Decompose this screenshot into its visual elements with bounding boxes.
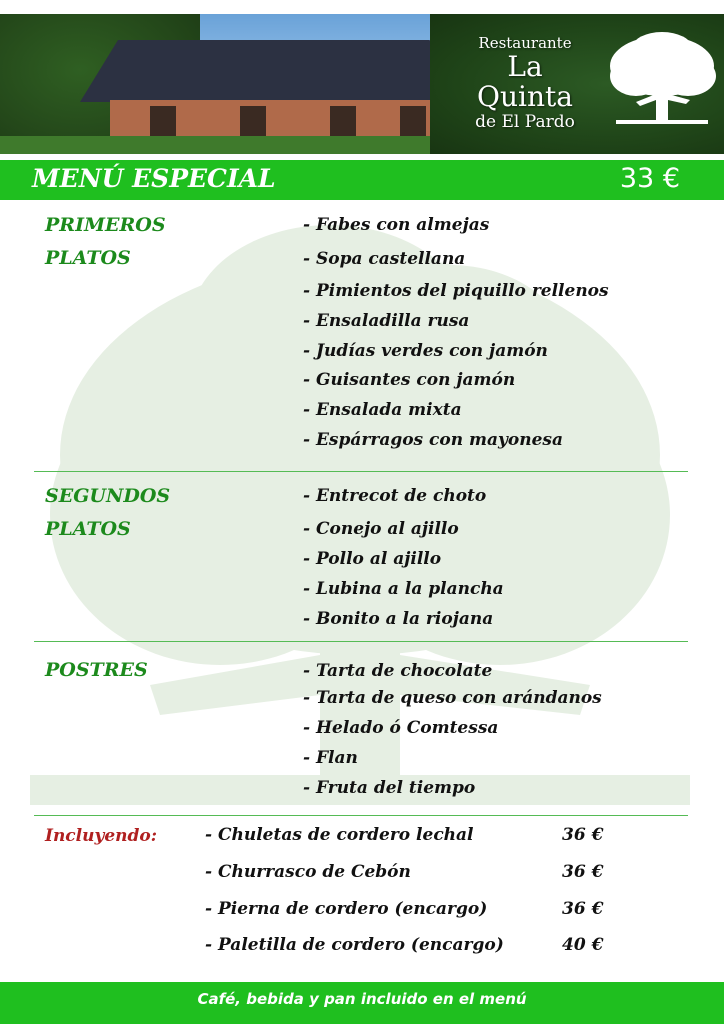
category-postres bbox=[45, 654, 148, 687]
section-divider bbox=[34, 815, 688, 816]
category-segundos bbox=[45, 480, 170, 546]
menu-item: - Pimientos del piquillo rellenos bbox=[303, 281, 609, 301]
brand-line-1: Restaurante bbox=[478, 34, 572, 52]
section-divider bbox=[34, 641, 688, 642]
menu-item: - Lubina a la plancha bbox=[303, 579, 504, 599]
menu-item: - Ensalada mixta bbox=[303, 400, 462, 420]
menu-item: - Guisantes con jamón bbox=[303, 370, 516, 390]
brand-line-3: de El Pardo bbox=[475, 112, 575, 132]
building-window bbox=[150, 106, 176, 136]
header-photo-banner bbox=[0, 14, 724, 154]
extra-item-name: - Paletilla de cordero (encargo) bbox=[205, 935, 504, 955]
category-primeros bbox=[45, 209, 166, 275]
building-window bbox=[330, 106, 356, 136]
menu-title: MENÚ ESPECIAL bbox=[32, 164, 276, 193]
extra-item-price: 36 € bbox=[562, 862, 604, 882]
menu-item: - Judías verdes con jamón bbox=[303, 341, 548, 361]
brand-line-2: La Quinta bbox=[477, 50, 573, 113]
menu-item: - Espárragos con mayonesa bbox=[303, 430, 563, 450]
extra-item-name: - Pierna de cordero (encargo) bbox=[205, 899, 488, 919]
extra-item-price: 36 € bbox=[562, 825, 604, 845]
menu-item: - Fruta del tiempo bbox=[303, 778, 476, 798]
extra-item-price: 40 € bbox=[562, 935, 604, 955]
menu-item: - Flan bbox=[303, 748, 358, 768]
category-label-line2: PLATOS bbox=[45, 247, 131, 269]
menu-item: - Conejo al ajillo bbox=[303, 519, 459, 539]
category-label-line1: SEGUNDOS bbox=[45, 485, 171, 507]
extra-item-price: 36 € bbox=[562, 899, 604, 919]
menu-item: - Helado ó Comtessa bbox=[303, 718, 499, 738]
footer-note: Café, bebida y pan incluido en el menú bbox=[197, 990, 527, 1008]
menu-item: - Ensaladilla rusa bbox=[303, 311, 470, 331]
menu-item: - Tarta de queso con arándanos bbox=[303, 688, 602, 708]
restaurant-brand bbox=[455, 34, 595, 132]
menu-title-bar bbox=[0, 160, 724, 200]
building-window bbox=[400, 106, 426, 136]
extra-item-name: - Chuletas de cordero lechal bbox=[205, 825, 474, 845]
menu-item: - Tarta de chocolate bbox=[303, 661, 493, 681]
footer-bar bbox=[0, 982, 724, 1024]
building-roof bbox=[80, 40, 460, 102]
category-label-line1: POSTRES bbox=[45, 659, 148, 681]
oak-tree-icon bbox=[606, 32, 718, 132]
menu-item: - Entrecot de choto bbox=[303, 486, 487, 506]
including-label: Incluyendo: bbox=[45, 826, 158, 846]
menu-item: - Fabes con almejas bbox=[303, 215, 490, 235]
category-label-line2: PLATOS bbox=[45, 518, 131, 540]
extra-item-name: - Churrasco de Cebón bbox=[205, 862, 411, 882]
category-label-line1: PRIMEROS bbox=[45, 214, 166, 236]
building-window bbox=[240, 106, 266, 136]
menu-item: - Bonito a la riojana bbox=[303, 609, 494, 629]
menu-item: - Pollo al ajillo bbox=[303, 549, 442, 569]
section-divider bbox=[34, 471, 688, 472]
menu-item: - Sopa castellana bbox=[303, 249, 466, 269]
menu-price: 33 € bbox=[619, 163, 680, 194]
